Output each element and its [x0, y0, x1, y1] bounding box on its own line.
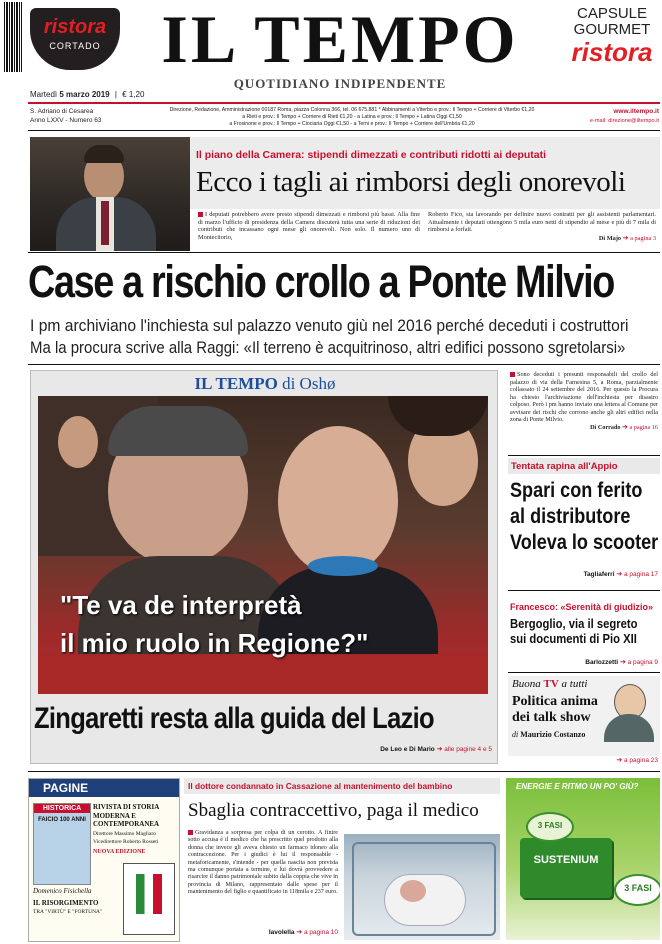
francesco-headline[interactable] — [510, 617, 662, 647]
francesco-page-ref[interactable]: a pagina 9 — [627, 659, 658, 666]
left-ad-brand: ristora — [43, 16, 107, 38]
contraccettivo-page-ref[interactable]: a pagina 10 — [304, 929, 338, 936]
book-title: IL RISORGIMENTO — [33, 899, 99, 907]
rapina-h3: Voleva lo scooter — [510, 531, 659, 554]
bullet-square — [198, 212, 203, 217]
info-line-2: a Rieti e prov.: Il Tempo + Corriere di Rieti €1,20 - a Latina e prov.: Il Tempo + Latina Oggi €1,50 — [242, 114, 462, 120]
main-sub1: I pm archiviano l'inchiesta sul palazzo venuto giù nel 2016 perché deceduti i costruttori — [30, 316, 629, 335]
left-ad-product: CORTADO — [49, 41, 101, 51]
francesco-h2: sui documenti di Pio XII — [510, 632, 637, 646]
sustenium-tagline: ENERGIE E RITMO UN PO' GIÙ? — [516, 782, 639, 791]
rapina-page-ref[interactable]: a pagina 17 — [624, 571, 658, 578]
osho-headline[interactable]: Zingaretti resta alla guida del Lazio — [34, 702, 434, 735]
sustenium-disc-2 — [614, 874, 660, 906]
right-ad-line1: CAPSULE — [576, 5, 648, 22]
email-link[interactable]: e-mail: direzione@iltempo.it — [589, 118, 659, 124]
saint-line: S. Adriano di Cesarea — [30, 108, 94, 115]
sustenium-box — [520, 838, 612, 898]
masthead-subtitle: QUOTIDIANO INDIPENDENTE — [233, 76, 447, 91]
tv-author: Maurizio Costanzo — [520, 730, 586, 739]
historica-label: HISTORICA — [34, 804, 90, 813]
sustenium-brand: SUSTENIUM — [533, 854, 599, 866]
newborn-photo — [344, 834, 500, 940]
main-headline[interactable]: Case a rischio crollo a Ponte Milvio — [28, 256, 615, 307]
main-story-body: Sono deceduti i presunti responsabili del crollo del palazzo di via della Farnesina 5, a Roma, parzialmente collassato il 24 settembre del 2016. Per questo la Procura ha chiesto l'archiviazione dell'inchiesta per disastro colposo. Però i pm hanno inviato una lettera al Comune per avvisare dei rischi che corrono anche gli altri edifici nella zona di Ponte Milvio. Di Corrado ➔ a pagina 16 — [510, 371, 658, 431]
info-line-3: a Frosinone e prov.: Il Tempo + Ciociaria Oggi €1,50 - a Terni e prov.: Il Tempo + Corriere dell'Umbria €1,20 — [229, 121, 475, 127]
osho-label — [130, 374, 400, 394]
date-day: Martedì — [30, 90, 58, 99]
osho-quote-2: il mio ruolo in Regione?" — [60, 628, 369, 658]
tv-label-1: Buona — [512, 678, 541, 690]
francesco-ref — [510, 658, 658, 666]
camera-kicker: Il piano della Camera: stipendi dimezzati e contributi ridotti ai deputati — [196, 149, 547, 161]
main-sub2: Ma la procura scrive alla Raggi: «Il terreno è acquitrinoso, altri edifici possono sgretolarsi» — [30, 338, 626, 357]
tv-label-2: TV — [543, 678, 559, 690]
rapina-byline: Tagliaferri — [583, 571, 615, 578]
tv-label-3: a tutti — [561, 678, 588, 690]
camera-col2: Roberto Fico, sta lavorando per definire nuovi contratti per gli assistenti parlamentari. Attualmente i deputati ottengono 5 mila euro netti di stipendio al mese e più di 7 mila di rimborsi a forfait. Di Majo ➔ a pagina 3 — [428, 211, 656, 242]
magazine-vicedirector: Vicedirettore Roberto Rosseti — [93, 839, 159, 845]
sustenium-ad[interactable] — [506, 778, 660, 940]
francesco-h1: Bergoglio, via il segreto — [510, 617, 638, 631]
osho-byline: De Leo e Di Mario — [380, 746, 435, 753]
sustenium-fasi-1: 3 FASI — [537, 821, 563, 830]
rapina-kicker: Tentata rapina all'Appio — [511, 461, 618, 472]
main-page-ref[interactable]: a pagina 16 — [629, 423, 658, 431]
francesco-kicker: Francesco: «Serenità di giudizio» — [510, 602, 654, 612]
sustenium-disc-1 — [526, 812, 574, 842]
book-cover — [123, 863, 175, 935]
right-ad-line2: GOURMET — [573, 21, 651, 38]
price: € 1,20 — [122, 90, 145, 99]
osho-label-2: di Oshø — [282, 374, 336, 393]
tv-h1: Politica anima — [512, 694, 598, 709]
tv-author-prefix: di — [512, 730, 519, 739]
tv-author-line — [512, 730, 585, 739]
rapina-h2: al distributore — [510, 505, 631, 528]
contraccettivo-headline[interactable]: Sbaglia contraccettivo, paga il medico — [188, 800, 479, 821]
book-author: Domenico Fisichella — [33, 887, 92, 895]
historica-sub: FAICIO 100 ANNI — [38, 817, 86, 823]
tv-h2: dei talk show — [512, 710, 591, 725]
camera-byline: Di Majo — [598, 234, 622, 242]
website-link[interactable]: www.iltempo.it — [613, 108, 659, 115]
bullet-square — [188, 830, 193, 835]
barcode — [4, 2, 22, 72]
date-rest: 5 marzo 2019 — [59, 90, 110, 99]
arrow-icon: ➔ — [616, 757, 623, 764]
book-sub: TRA "VIRTÙ" E "FORTUNA" — [33, 909, 103, 915]
magazine-nuova: NUOVA EDIZIONE — [93, 849, 146, 855]
osho-quote-1: "Te va de interpretà — [60, 590, 302, 620]
rapina-h1: Spari con ferito — [510, 479, 643, 502]
contraccettivo-body: Gravidanza a sorpresa per colpa di un cerotto. A finire sotto accusa è il medico che ha prescritto quel prodotto alla donna che invece gli aveva chiesto un farmaco idoneo alla contraccezione. Per i giudici è lui il responsabile - metaforicamente, s'intende - per quella nascita non prevista ma comunque portata a termine, e lui dovrà provvedere a risarcire il danno patrimoniale subito dalla coppia che vive in provincia di Milano, rappresentato dalle spese per il mantenimento del figlio e quantificato in 118mila e 237 euro. — [188, 830, 338, 896]
tv-ref — [510, 756, 658, 764]
arrow-icon: ➔ — [436, 746, 443, 753]
bullet-square — [510, 372, 515, 377]
arrow-icon: ➔ — [616, 571, 623, 578]
contraccettivo-byline: Iavolella — [268, 929, 295, 936]
osho-page-ref[interactable]: alle pagine 4 e 5 — [444, 746, 492, 753]
camera-headline[interactable]: Ecco i tagli ai rimborsi degli onorevoli — [196, 166, 626, 198]
pagine-label: PAGINE — [43, 781, 89, 795]
arrow-icon: ➔ — [619, 659, 626, 666]
year-line: Anno LXXV - Numero 63 — [30, 117, 102, 124]
arrow-icon: ➔ — [622, 422, 628, 431]
rapina-ref — [510, 570, 658, 578]
magazine-director: Direttore Massimo Magliaro — [93, 831, 156, 837]
sustenium-fasi-2: 3 FASI — [624, 883, 652, 893]
tv-label — [512, 678, 588, 690]
arrow-icon: ➔ — [296, 929, 303, 936]
camera-col1: I deputati potrebbero avere presto stipendi dimezzati e rimborsi più bassi. Alla fine di marzo l'ufficio di presidenza della Camera discuterà tutta una serie di riduzioni dei contributi che incassano ogni mese gli onorevoli. Non solo. Il numero uno di Montecitorio, — [198, 211, 420, 241]
osho-ref — [300, 745, 492, 753]
historica-badge — [33, 803, 91, 885]
contraccettivo-kicker: Il dottore condannato in Cassazione al mantenimento del bambino — [188, 781, 453, 791]
tv-headline[interactable] — [512, 694, 612, 726]
rapina-headline[interactable] — [510, 478, 662, 556]
fico-photo — [30, 137, 190, 251]
pagine-header — [29, 779, 179, 797]
arrow-icon: ➔ — [622, 233, 629, 242]
info-block — [132, 107, 572, 128]
date-line: Martedì 5 marzo 2019 | € 1,20 — [30, 90, 145, 99]
masthead-title: IL TEMPO — [161, 1, 519, 77]
info-line-1: Direzione, Redazione, Amministrazione 00187 Roma, piazza Colonna 366, tel. 06 675.881 * Abbinamenti a Viterbo e prov.: Il Tempo + Corriere di Viterbo €1,20 — [169, 107, 535, 113]
osho-label-1: IL TEMPO — [194, 374, 278, 393]
right-ad-brand: ristora — [571, 37, 653, 67]
tv-page-ref[interactable]: a pagina 23 — [624, 757, 658, 764]
main-byline: Di Corrado — [590, 423, 621, 431]
camera-page-ref[interactable]: a pagina 3 — [630, 234, 656, 242]
contraccettivo-ref — [188, 928, 338, 936]
left-ad-ristora[interactable] — [30, 8, 120, 70]
pagine-ad[interactable] — [28, 778, 180, 942]
magazine-title: RIVISTA DI STORIA MODERNA E CONTEMPORANEA — [93, 803, 160, 828]
right-ad-ristora[interactable] — [566, 6, 658, 66]
francesco-byline: Barlozzetti — [585, 659, 619, 666]
